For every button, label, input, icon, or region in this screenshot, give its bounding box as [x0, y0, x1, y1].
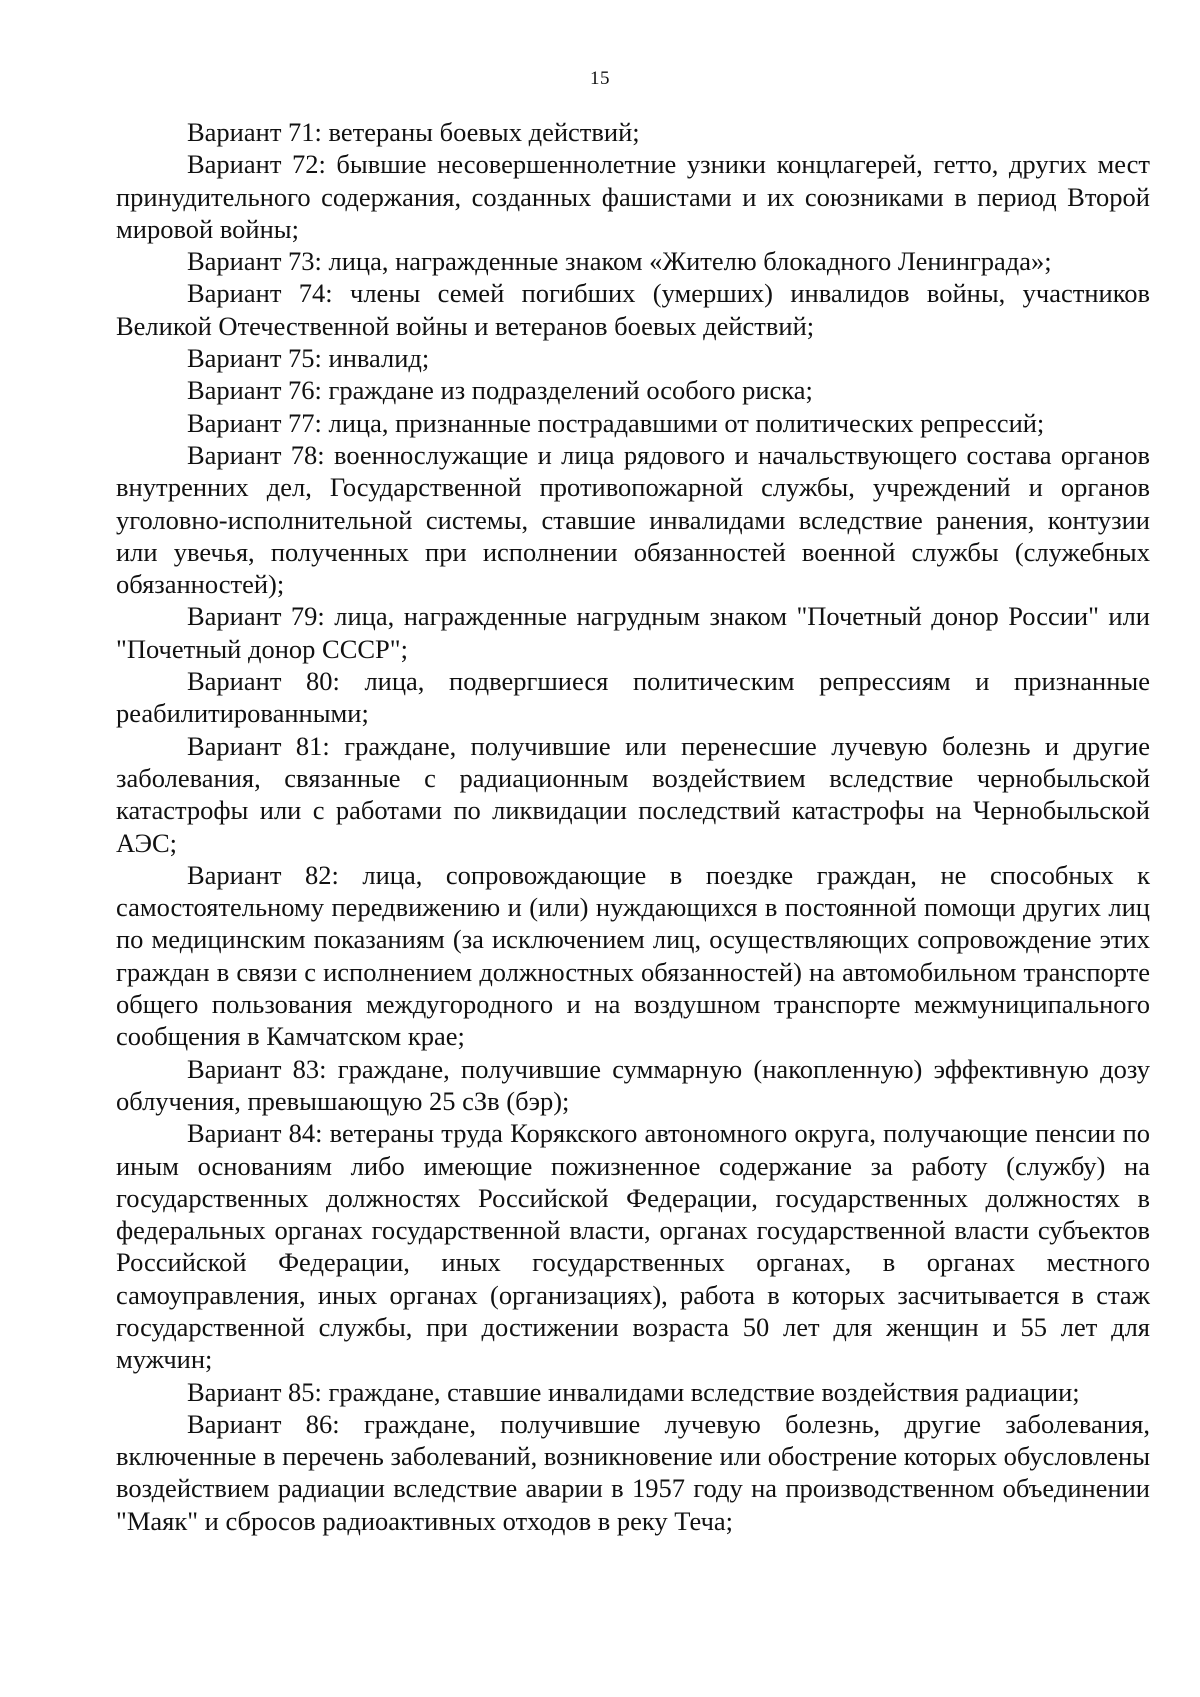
paragraph-variant-78: Вариант 78: военнослужащие и лица рядового и начальствующего состава органов внутренних дел, Государственной противопожарной службы, учреждений и органов уголовно-исполнительной системы, ставшие инвалидами вследствие ранения, контузии или увечья, полученных при исполнении обязанностей военной службы (служебных обязанностей); — [116, 439, 1150, 600]
paragraph-variant-72: Вариант 72: бывшие несовершеннолетние узники концлагерей, гетто, других мест принудительного содержания, созданных фашистами и их союзниками в период Второй мировой войны; — [116, 149, 1150, 244]
paragraph-variant-71: Вариант 71: ветераны боевых действий; — [187, 117, 640, 147]
paragraph-variant-81: Вариант 81: граждане, получившие или перенесшие лучевую болезнь и другие заболевания, связанные с радиационным воздействием вследствие чернобыльской катастрофы или с работами по ликвидации последствий катастрофы на Чернобыльской АЭС; — [116, 730, 1150, 858]
paragraph-variant-83: Вариант 83: граждане, получившие суммарную (накопленную) эффективную дозу облучения, превышающую 25 сЗв (бэр); — [116, 1053, 1150, 1116]
paragraph-variant-74: Вариант 74: члены семей погибших (умерших) инвалидов войны, участников Великой Отечественной войны и ветеранов боевых действий; — [116, 278, 1150, 341]
paragraph-variant-84: Вариант 84: ветераны труда Корякского автономного округа, получающие пенсии по иным основаниям либо имеющие пожизненное содержание за работу (службу) на государственных должностях Российской Федерации, государственных должностях в федеральных органах государственной власти, органах государственной власти субъектов Российской Федерации, иных государственных органах, в органах местного самоуправления, иных органах (организациях), работа в которых засчитывается в стаж государственной службы, при достижении возраста 50 лет для женщин и 55 лет для мужчин; — [116, 1118, 1150, 1375]
document-body — [116, 116, 1150, 1537]
page-number: 15 — [590, 68, 610, 89]
paragraph-variant-77: Вариант 77: лица, признанные пострадавшими от политических репрессий; — [187, 407, 1045, 438]
paragraph-variant-82: Вариант 82: лица, сопровождающие в поездке граждан, не способных к самостоятельному передвижению и (или) нуждающихся в постоянной помощи других лиц по медицинским показаниям (за исключением лиц, осуществляющих сопровождение этих граждан в связи с исполнением должностных обязанностей) на автомобильном транспорте общего пользования междугородного и на воздушном транспорте межмуниципального сообщения в Камчатском крае; — [116, 859, 1150, 1052]
paragraph-variant-76: Вариант 76: граждане из подразделений особого риска; — [187, 375, 813, 406]
paragraph-variant-80: Вариант 80: лица, подвергшиеся политическим репрессиям и признанные реабилитированными; — [116, 666, 1150, 729]
paragraph-variant-73: Вариант 73: лица, награжденные знаком «Жителю блокадного Ленинграда»; — [187, 246, 1052, 277]
paragraph-variant-86: Вариант 86: граждане, получившие лучевую болезнь, другие заболевания, включенные в перечень заболеваний, возникновение или обострение которых обусловлены воздействием радиации вследствие аварии в 1957 году на производственном объединении "Маяк" и сбросов радиоактивных отходов в реку Теча; — [116, 1408, 1150, 1536]
paragraph-variant-75: Вариант 75: инвалид; — [187, 343, 430, 374]
paragraph-variant-85: Вариант 85: граждане, ставшие инвалидами вследствие воздействия радиации; — [187, 1376, 1080, 1407]
paragraph-variant-79: Вариант 79: лица, награжденные нагрудным знаком "Почетный донор России" или "Почетный донор СССР"; — [116, 601, 1150, 664]
